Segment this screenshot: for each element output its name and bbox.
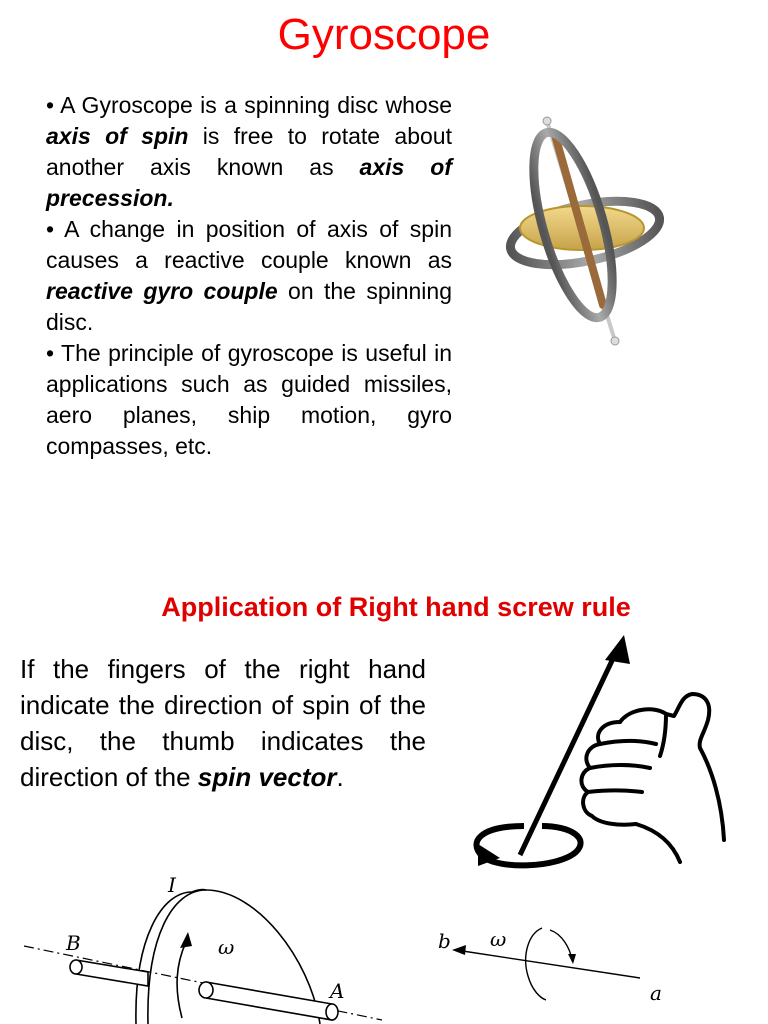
hand-icon	[581, 694, 724, 862]
bullet-1-bold-b: axis of precession.	[46, 154, 452, 211]
rule-period: .	[336, 762, 344, 792]
rotation-symbol-icon	[526, 928, 546, 1000]
section-heading: Application of Right hand screw rule	[161, 592, 631, 622]
label-b: B	[66, 931, 81, 955]
label-omega-small: ω	[490, 927, 507, 951]
label-a: A	[330, 979, 345, 1003]
bullet-2-text-a: • A change in position of axis of spin causes a reactive couple known as	[46, 216, 452, 273]
bullet-list	[46, 90, 452, 462]
bullet-1-text-b: is free to rotate about another axis known as	[46, 123, 452, 180]
rule-text: If the fingers of the right hand indicate the direction of spin of the disc, the thumb indicates the direction of the	[20, 654, 426, 792]
label-omega: ω	[218, 935, 235, 959]
page-title: Gyroscope	[277, 10, 491, 59]
bullet-1-text-a: • A Gyroscope is a spinning disc whose	[46, 92, 452, 118]
bullet-2-bold: reactive gyro couple	[46, 278, 278, 304]
bullet-2-text-b: on the spinning disc.	[46, 278, 452, 335]
rule-bold: spin vector	[197, 762, 337, 792]
bullet-3	[46, 338, 452, 462]
label-i: I	[168, 873, 176, 897]
bullet-1-bold-a: axis of spin	[46, 123, 189, 149]
disc-back-icon	[136, 892, 192, 1024]
shaft-right-icon	[199, 982, 338, 1020]
axis-line-icon	[456, 950, 640, 978]
label-a-small: a	[650, 981, 662, 1005]
bullet-2	[46, 214, 452, 338]
rule-paragraph	[20, 651, 426, 795]
bullet-1	[46, 90, 452, 214]
gyroscope-illustration	[495, 115, 665, 350]
bullet-3-text: • The principle of gyroscope is useful in applications such as guided missiles, aero planes, ship motion, gyro compasses, etc.	[46, 340, 452, 459]
vector-diagram	[430, 920, 680, 1020]
label-b-small: b	[438, 929, 451, 953]
right-hand-rule-illustration	[460, 630, 730, 875]
disc-axle-diagram	[20, 868, 390, 1024]
spin-direction-arrow-icon	[177, 942, 186, 1018]
